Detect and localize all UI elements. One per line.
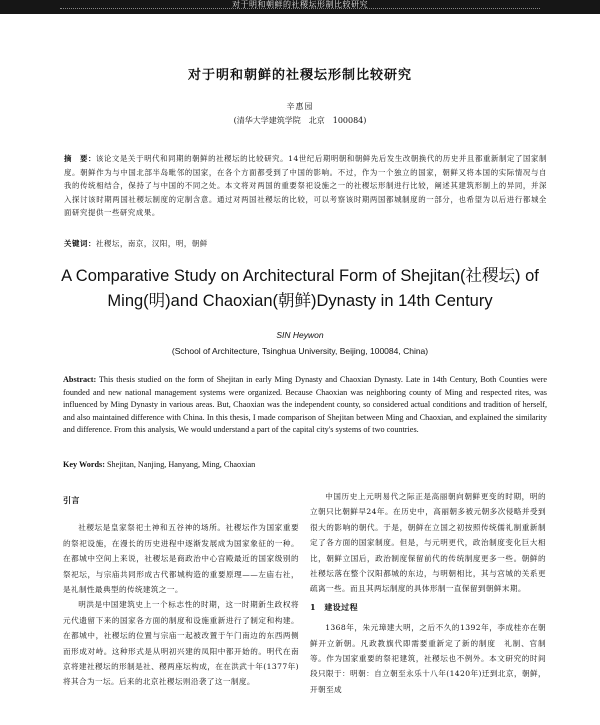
chinese-author: 辛惠园 xyxy=(286,102,314,111)
english-author: SIN Heywon xyxy=(276,330,324,340)
section-heading-introduction: 引言 xyxy=(63,495,80,505)
body-paragraph: 中国历史上元明易代之际正是高丽朝向朝鲜更变的时期，明的立朝只比朝鲜早24年。在历史中，高丽朝多被元朝多次侵略并受到很大的影响的朝代。于是，朝鲜在立国之初按照传统儒礼制重新制定了各方面的国家制度。但是，与元明更代，政治制度变化巨大相比，朝鲜立国后，政治制度保留前代的传统制度更多一些。朝鲜的社稷坛落在整个汉阳都城的东边，与明朝相比，其与宫城的关系更疏离一些。而且其两坛制度的具体形制一直保留到朝鲜末期。 xyxy=(310,492,546,594)
header-dots xyxy=(60,8,540,11)
header-bar xyxy=(0,0,600,14)
body-left-column xyxy=(63,489,299,690)
chinese-keywords xyxy=(64,238,547,249)
chinese-abstract xyxy=(64,152,547,220)
english-abstract-text: This thesis studied on the form of Shejitan in early Ming Dynasty and Chaoxian Dynasty. Late in 14th Century, Both Counties were founded and new national management systems were organized. Because Chaoxian was neighboring county of Ming and respected rites, was influenced by Ming Dynasty in various areas. But, Chaoxian was the independent county, so considered actual conditions and tradition of herself, and also maintained difference with China. In this thesis, I made comparison of Shejitan between Ming and Chaoxian, and explained the similarity and difference. From this analysis, We would understand a part of the capital city's systems of two countries. xyxy=(63,375,547,435)
chinese-affiliation: (清华大学建筑学院 北京 100084) xyxy=(233,116,367,125)
chinese-title: 对于明和朝鲜的社稷坛形制比较研究 xyxy=(187,68,412,83)
english-keywords xyxy=(63,460,547,469)
chinese-abstract-label: 摘 要： xyxy=(64,154,97,163)
chinese-abstract-text: 该论文是关于明代和同期的朝鲜的社稷坛的比较研究。14世纪后期明朝和朝鲜先后发生改朝换代的历史并且都重新制定了国家制度。朝鲜作为与中国北部半岛毗邻的国家，在各个方面都受到了中国的影响。不过，作为一个独立的国家，朝鲜又将本国的实际情况与自我的传统相结合，保持了与中国的不同之处。本文将对两国的重要祭祀设施之一的社稷坛形制进行比较，阐述其建筑形制上的异同，并深入探讨该时期两国社稷坛制度的定制含意。通过对两国社稷坛的比较，可以考察该时期两国都城制度的一部分，也希望为以后进行都城全面研究提供一些研究成果。 xyxy=(64,154,547,218)
body-paragraph: 1368年，朱元璋建大明，之后不久的1392年，李成桂亦在朝鲜开立新朝。凡政教旗代即需要重新定了新的制度 礼制、官制等。作为国家重要的祭祀建筑，社稷坛也不例外。本文研究的时间段只限于：明朝：自立朝至永乐十八年(1420年)迁到北京，朝鲜，开朝至成 xyxy=(310,623,546,694)
english-abstract-label: Abstract: xyxy=(63,375,97,384)
english-affiliation: (School of Architecture, Tsinghua University, Beijing, 100084, China) xyxy=(171,346,429,356)
english-abstract xyxy=(63,374,547,437)
running-header: 对于明和朝鲜的社稷坛形制比较研究 xyxy=(232,0,368,9)
chinese-keywords-text: 社稷坛，南京，汉阳，明，朝鲜 xyxy=(95,239,208,248)
english-keywords-text: Shejitan, Nanjing, Hanyang, Ming, Chaoxian xyxy=(106,460,256,469)
english-title: A Comparative Study on Architectural Form of Shejitan(社稷坛) of Ming(明)and Chaoxian(朝鲜)Dynasty in 14th Century xyxy=(61,267,539,310)
section-heading-construction: 1 建设过程 xyxy=(310,601,358,612)
chinese-keywords-label: 关键词： xyxy=(64,239,96,248)
body-paragraph: 明洪是中国建筑史上一个标志性的时期，这一时期新生政权将元代遗留下来的国家各方面的制度和设施重新进行了制定和构建。在都城中，社稷坛的位置与宗庙一起被改置于午门南边的东西两侧而形成对峙。这种形式是从明初兴建的凤阳中都开始的。明代在南京将建社稷坛的形制是社、稷两座坛构成，在在洪武十年(1377年)将其合为一坛。后来的北京社稷坛则沿袭了这一制度。 xyxy=(63,600,299,687)
body-right-column xyxy=(310,489,546,697)
english-keywords-label: Key Words: xyxy=(63,460,105,469)
body-paragraph: 社稷坛是皇家祭祀土神和五谷神的场所。社稷坛作为国家重要的祭祀设施，在漫长的历史进程中逐渐发展成为国家象征的一种。在都城中空间上来说，社稷坛是商政治中心宫殿最近的国家级别的祭祀坛，与宗庙共同形成古代都城构造的重要原理——左庙右社，是礼制性最典型的传统建筑之一。 xyxy=(63,523,299,595)
